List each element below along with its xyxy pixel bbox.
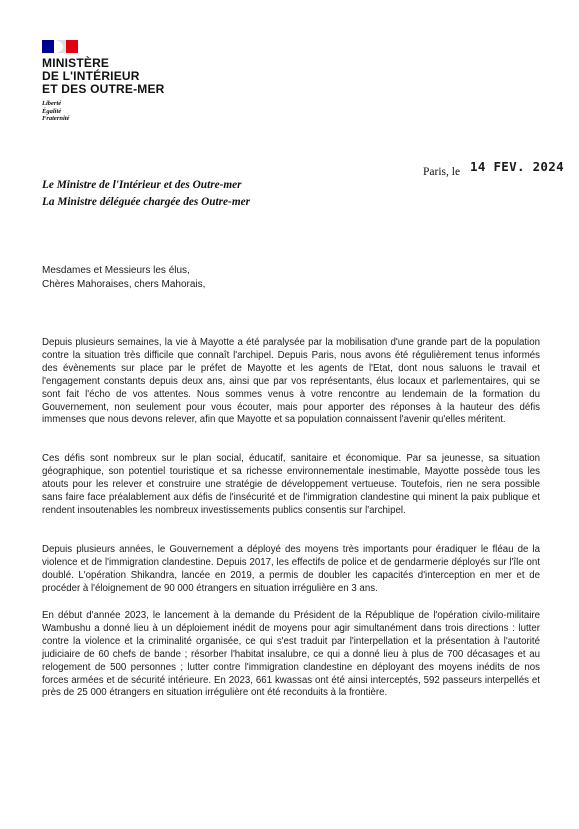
- ministry-name-line: MINISTÈRE: [42, 56, 110, 70]
- body-paragraph: Depuis plusieurs semaines, la vie à Mayotte a été paralysée par la mobilisation d'une grande part de la population contre la situation très difficile que connaît l'archipel. Depuis Paris, nous avons été régulièrement tenus informés des évènements sur place par le préfet de Mayotte et les agents de l'Etat, dont nous saluons le travail et l'engagement constants depuis deux ans, ainsi que par vos représentants, élus locaux et parlementaires, qui se sont fait l'écho de vos attentes. Nous sommes venus à votre rencontre au lendemain de la formation du Gouvernement, non seulement pour vous écouter, mais pour apporter des réponses à la hauteur des défis immenses que nous devons relever, afin que Mayotte et sa population connaissent l'avenir qu'elles méritent.: [42, 337, 540, 426]
- salutation-line: Chères Mahoraises, chers Mahorais,: [42, 278, 206, 290]
- salutation: [42, 264, 205, 291]
- sender-line: La Ministre déléguée chargée des Outre-mer: [42, 196, 251, 208]
- sender-line: Le Ministre de l'Intérieur et des Outre-mer: [42, 179, 242, 191]
- republic-motto: [42, 100, 69, 123]
- salutation-line: Mesdames et Messieurs les élus,: [42, 265, 190, 276]
- letter-date: [423, 159, 564, 180]
- body-paragraph: Ces défis sont nombreux sur le plan social, éducatif, sanitaire et économique. Par sa jeunesse, sa situation géographique, son potentiel touristique et sa richesse environnementale inestimable, Mayotte possède tous les atouts pour les relever et construire une stratégie de développement vertueuse. Toutefois, rien ne sera possible sans faire face préalablement aux défis de l'insécurité et de l'immigration clandestine qui minent la paix publique et rendent insoutenables les nombreux investissements publics consentis sur l'archipel.: [42, 453, 540, 516]
- ministry-name: [42, 57, 242, 96]
- date-stamp: 14 FEV. 2024: [470, 159, 564, 174]
- ministry-name-line: DE L'INTÉRIEUR: [42, 69, 140, 83]
- senders-block: [42, 177, 250, 211]
- motto-line: Liberté: [42, 100, 62, 107]
- body-paragraph: Depuis plusieurs années, le Gouvernement a déployé des moyens très importants pour éradiquer le fléau de la violence et de l'immigration clandestine. Depuis 2017, les effectifs de police et de gendarmerie déployés sur l'île ont doublé. L'opération Shikandra, lancée en 2019, a permis de doubler les capacités d'interception en mer et de procéder à l'éloignement de 90 000 étrangers en situation irrégulière en 3 ans.: [42, 544, 540, 594]
- motto-line: Égalité: [42, 107, 62, 115]
- ministry-name-line: ET DES OUTRE-MER: [42, 82, 165, 96]
- motto-line: Fraternité: [42, 115, 70, 122]
- body-paragraph: En début d'année 2023, le lancement à la demande du Président de la République de l'opération civilo-militaire Wambushu a donné lieu à un déploiement inédit de moyens pour agir simultanément dans trois directions : lutter contre la violence et la criminalité organisée, ce qui s'est traduit par l'interpellation et la présentation à l'autorité judiciaire de 60 chefs de bande ; résorber l'habitat insalubre, ce qui a donné lieu à plus de 700 décasages et au relogement de 500 personnes ; lutter contre l'immigration clandestine en déployant des moyens inédits de nos forces armées et de sécurité intérieure. En 2023, 661 kwassas ont été ainsi interceptés, 592 passeurs interpellés et près de 25 000 étrangers en situation irrégulière ont été reconduits à la frontière.: [42, 610, 540, 699]
- date-prefix: Paris, le: [423, 166, 461, 178]
- marianne-flag-logo: [42, 38, 78, 53]
